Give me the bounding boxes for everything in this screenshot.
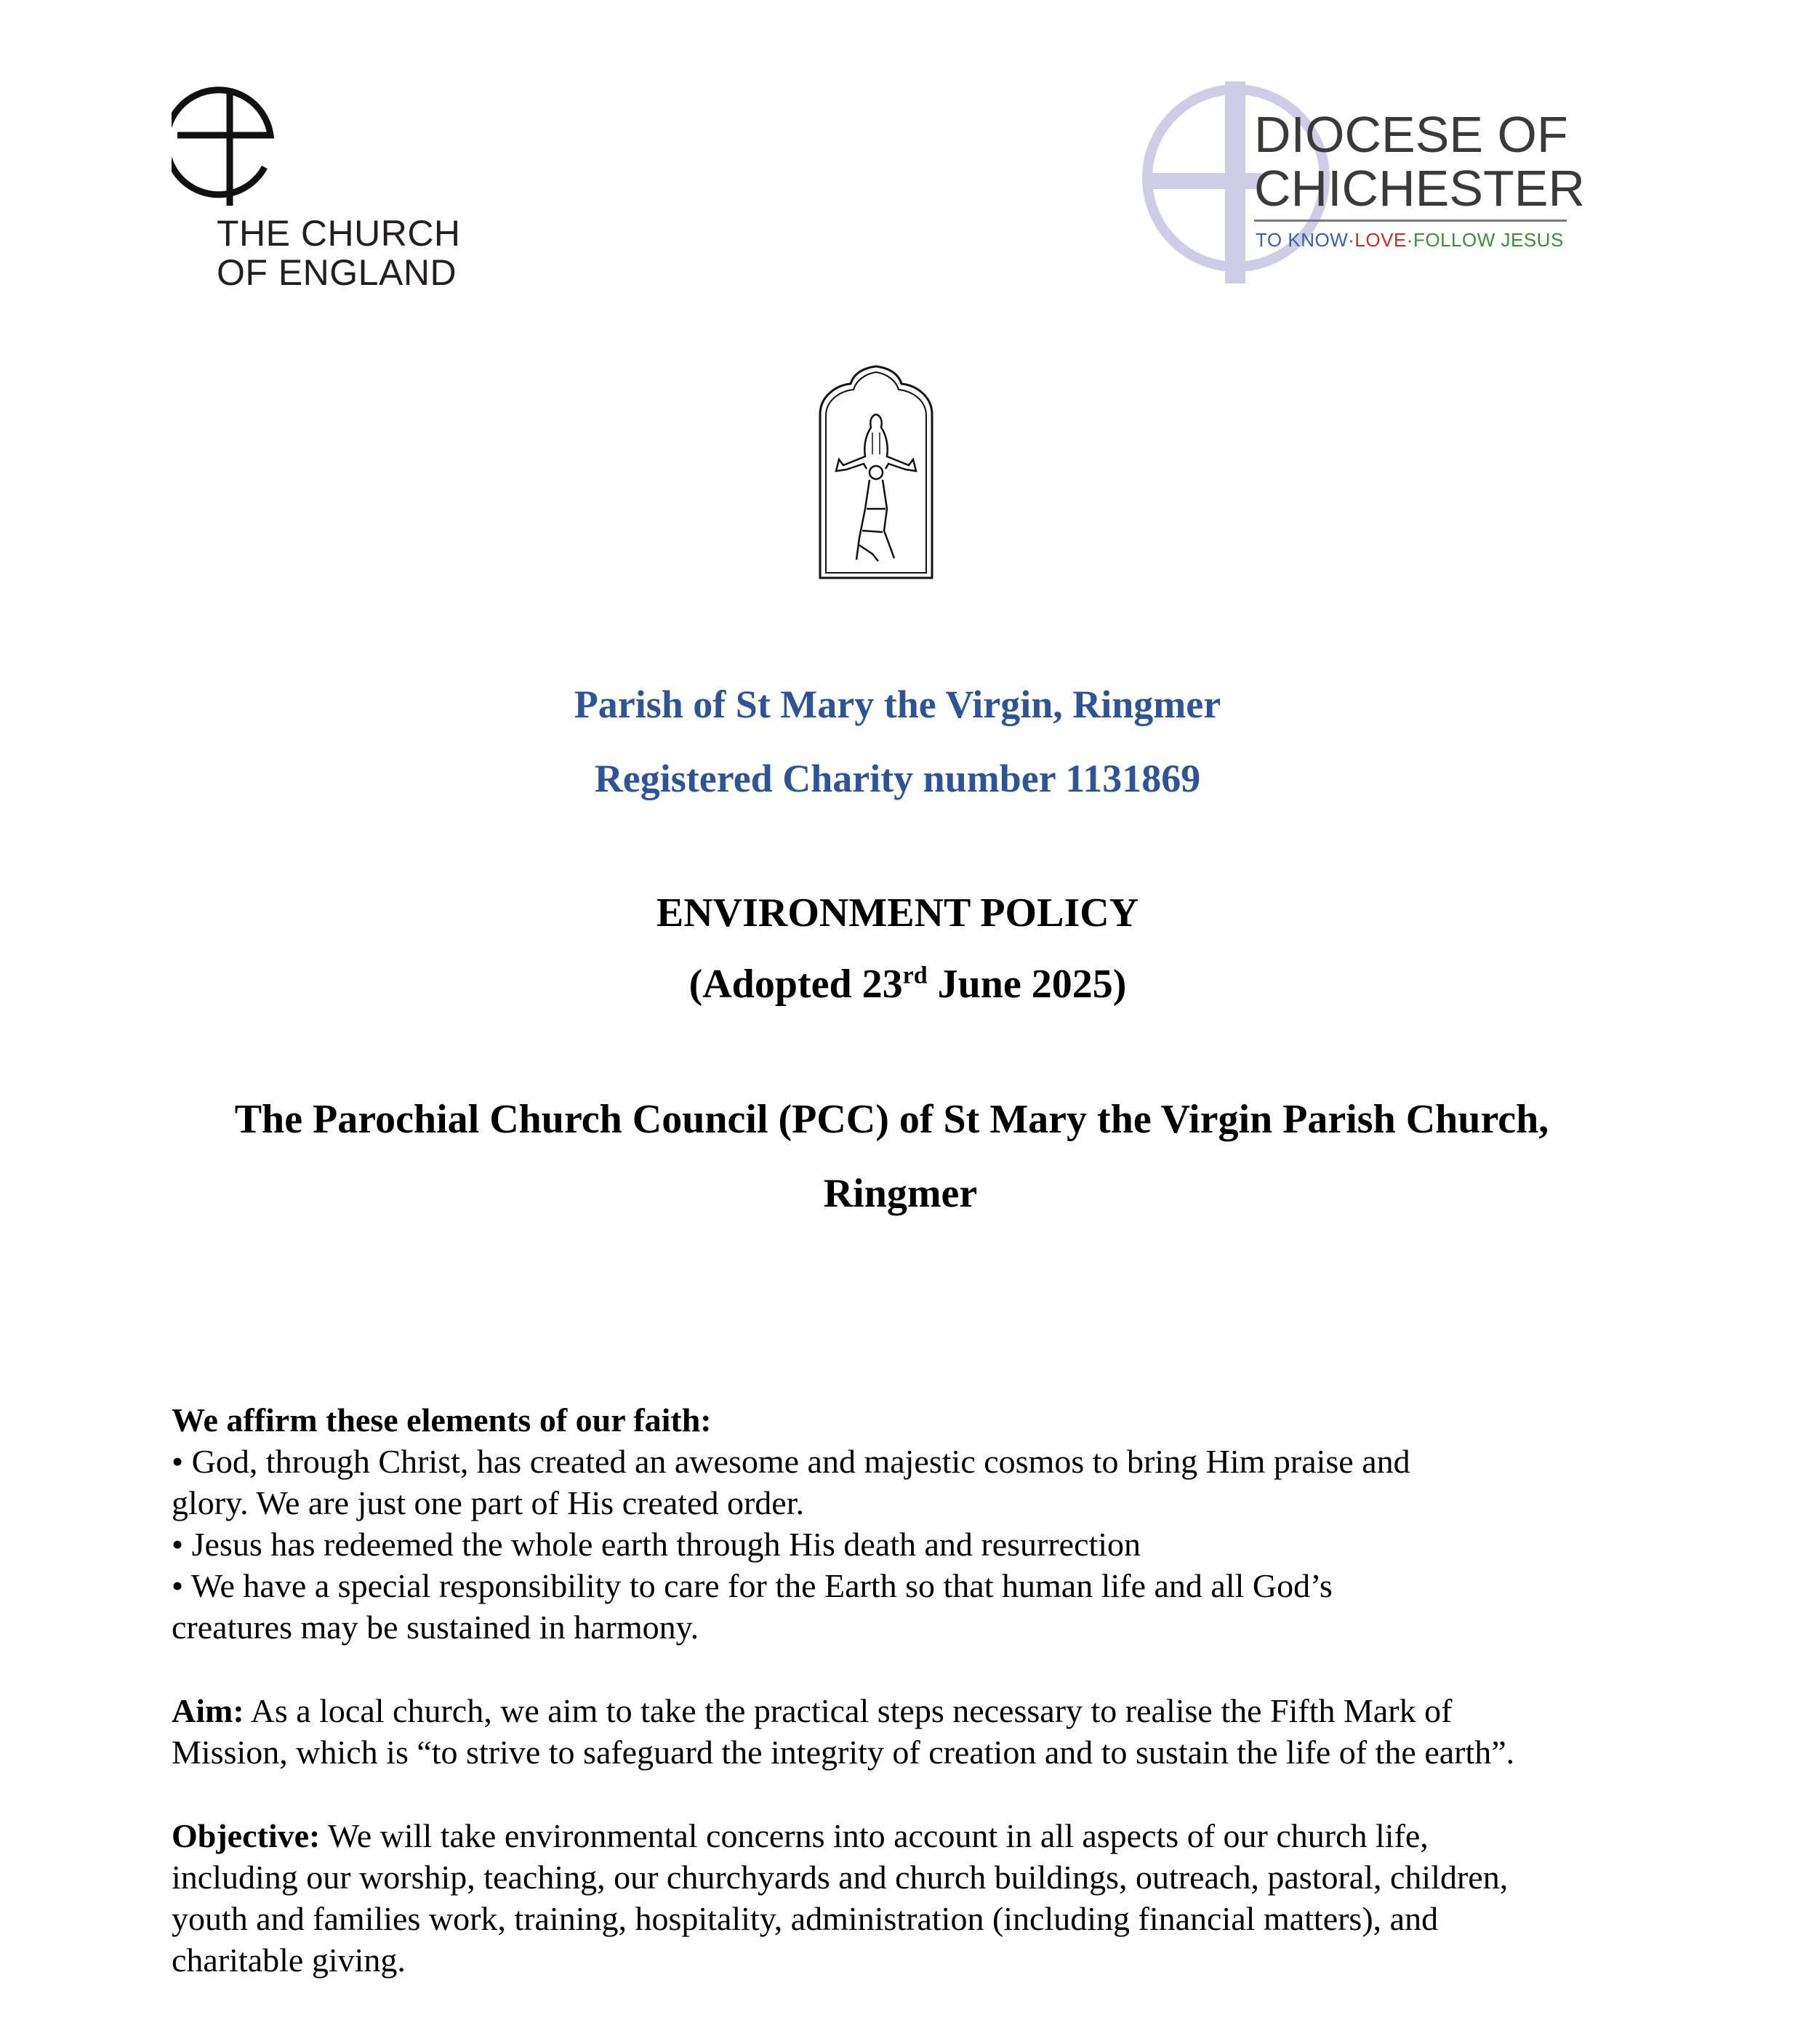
- pcc-heading-line2: Ringmer: [823, 1171, 978, 1216]
- diocese-line2: CHICHESTER: [1254, 160, 1586, 217]
- church-of-england-logo: [172, 86, 462, 304]
- adopted-date: [10, 961, 1795, 1007]
- coe-line1: THE CHURCH: [217, 213, 461, 254]
- tagline-follow: FOLLOW JESUS: [1413, 229, 1564, 251]
- diocese-tagline: [1256, 229, 1564, 252]
- tagline-know: TO KNOW: [1256, 229, 1349, 251]
- faith-bullet-1-line-1: • God, through Christ, has created an awesome and majestic cosmos to bring Him praise and: [172, 1443, 1410, 1480]
- diocese-line1: DIOCESE OF: [1254, 106, 1568, 163]
- faith-heading: [172, 1399, 1633, 1441]
- aim-text-1: As a local church, we aim to take the practical steps necessary to realise the Fifth Mark of: [244, 1692, 1453, 1729]
- faith-bullet-2: • Jesus has redeemed the whole earth through His death and resurrection: [172, 1526, 1141, 1563]
- adopted-suffix: June 2025): [927, 962, 1127, 1007]
- aim-line-1: [172, 1690, 1633, 1731]
- faith-bullet-3-line-1: • We have a special responsibility to care for the Earth so that human life and all God’s: [172, 1567, 1333, 1604]
- objective-label: Objective:: [172, 1817, 321, 1854]
- tagline-love: LOVE: [1354, 229, 1407, 251]
- diocese-divider: [1254, 220, 1567, 222]
- aim-line-2: Mission, which is “to strive to safeguard the integrity of creation and to sustain the life of the earth”.: [172, 1734, 1515, 1771]
- faith-bullet-3-line-2: creatures may be sustained in harmony.: [172, 1609, 699, 1646]
- diocese-wordmark: [1254, 108, 1585, 215]
- faith-bullet-1-line-2: glory. We are just one part of His created order.: [172, 1484, 804, 1521]
- aim-section: [172, 1690, 1633, 1773]
- st-mary-crest-icon: [814, 363, 938, 582]
- adopted-prefix: (Adopted 23: [688, 962, 903, 1007]
- objective-text-1: We will take environmental concerns into account in all aspects of our church life,: [320, 1817, 1429, 1854]
- faith-heading-text: We affirm these elements of our faith:: [172, 1401, 712, 1439]
- tagline-sep-2: ·: [1406, 229, 1413, 251]
- policy-title: ENVIRONMENT POLICY: [656, 890, 1139, 936]
- church-of-england-wordmark: [217, 214, 461, 292]
- aim-label: Aim:: [172, 1692, 244, 1729]
- cross-in-circle-icon: [172, 86, 288, 209]
- adopted-sup: rd: [902, 962, 928, 989]
- diocese-of-chichester-logo: [1138, 80, 1589, 283]
- objective-line-3: youth and families work, training, hospitality, administration (including financial matters), and: [172, 1900, 1439, 1937]
- objective-line-1: [172, 1815, 1633, 1856]
- objective-section: [172, 1815, 1633, 1981]
- objective-line-2: including our worship, teaching, our churchyards and church buildings, outreach, pastoral, children,: [172, 1859, 1509, 1896]
- objective-line-4: charitable giving.: [172, 1942, 406, 1979]
- coe-line2: OF ENGLAND: [217, 252, 457, 293]
- parish-name: Parish of St Mary the Virgin, Ringmer: [574, 683, 1221, 726]
- faith-section: [172, 1399, 1633, 1648]
- tagline-sep-1: ·: [1348, 229, 1355, 251]
- charity-number: Registered Charity number 1131869: [594, 757, 1201, 800]
- pcc-heading-line1: The Parochial Church Council (PCC) of St Mary the Virgin Parish Church,: [234, 1097, 1549, 1142]
